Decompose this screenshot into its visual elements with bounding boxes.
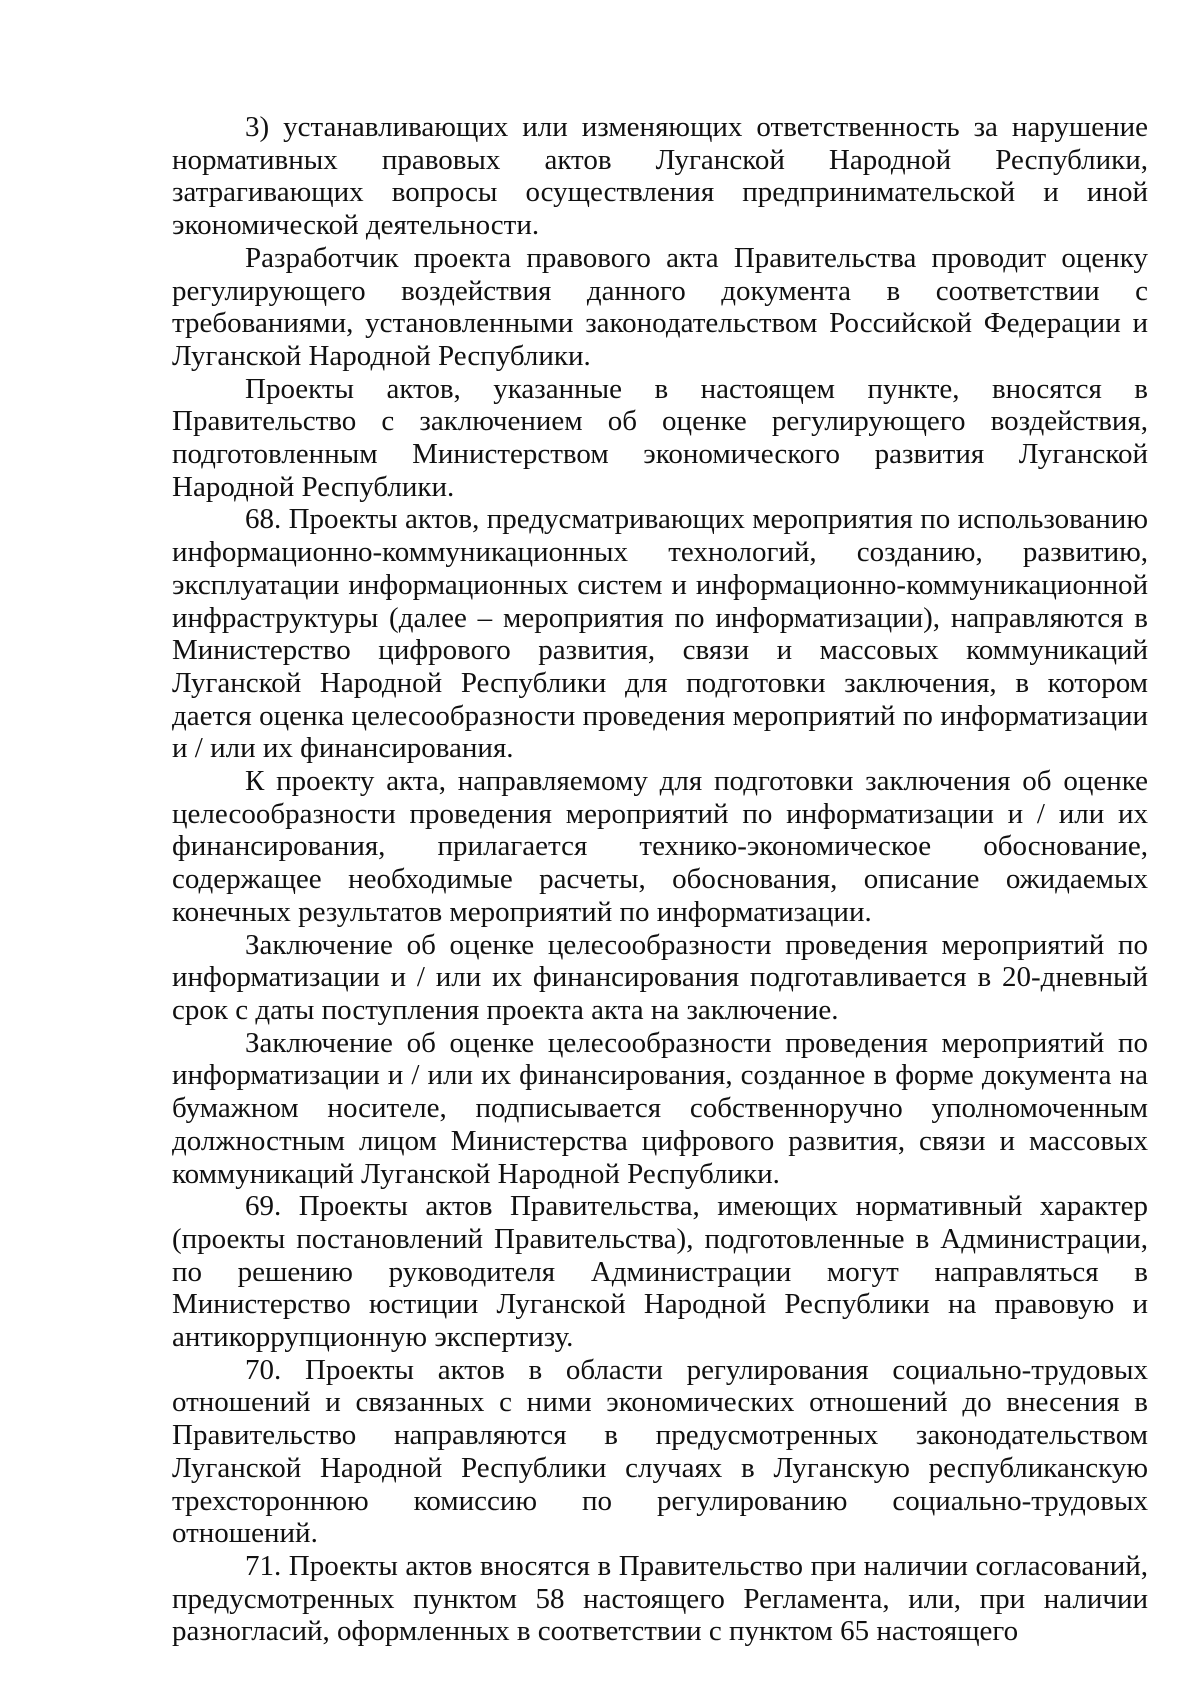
document-body [172, 111, 1148, 1648]
paragraph-clause-68: 68. Проекты актов, предусматривающих мероприятия по использованию информационно-коммуникационных технологий, созданию, развитию, эксплуатации информационных систем и информационно-коммуникационной инфраструктуры (далее – мероприятия по информатизации), направляются в Министерство цифрового развития, связи и массовых коммуникаций Луганской Народной Республики для подготовки заключения, в котором дается оценка целесообразности проведения мероприятий по информатизации и / или их финансирования. [172, 503, 1148, 765]
paragraph-clause-71: 71. Проекты актов вносятся в Правительство при наличии согласований, предусмотренных пунктом 58 настоящего Регламента, или, при наличии разногласий, оформленных в соответствии с пунктом 65 настоящего [172, 1549, 1148, 1648]
paragraph-feasibility-attachment: К проекту акта, направляемому для подготовки заключения об оценке целесообразности проведения мероприятий по информатизации и / или их финансирования, прилагается технико-экономическое обоснование, содержащее необходимые расчеты, обоснования, описание ожидаемых конечных результатов мероприятий по информатизации. [172, 765, 1148, 928]
paragraph-submission-with-conclusion: Проекты актов, указанные в настоящем пункте, вносятся в Правительство с заключением об оценке регулирующего воздействия, подготовленным Министерством экономического развития Луганской Народной Республики. [172, 372, 1148, 503]
paragraph-regulatory-assessment: Разработчик проекта правового акта Правительства проводит оценку регулирующего воздействия данного документа в соответствии с требованиями, установленными законодательством Российской Федерации и Луганской Народной Республики. [172, 241, 1148, 372]
paragraph-clause-69: 69. Проекты актов Правительства, имеющих нормативный характер (проекты постановлений Правительства), подготовленные в Администрации, по решению руководителя Администрации могут направляться в Министерство юстиции Луганской Народной Республики на правовую и антикоррупционную экспертизу. [172, 1190, 1148, 1354]
paragraph-conclusion-signing: Заключение об оценке целесообразности проведения мероприятий по информатизации и / или их финансирования, созданное в форме документа на бумажном носителе, подписывается собственноручно уполномоченным должностным лицом Министерства цифрового развития, связи и массовых коммуникаций Луганской Народной Республики. [172, 1026, 1148, 1190]
paragraph-item-3: 3) устанавливающих или изменяющих ответственность за нарушение нормативных правовых актов Луганской Народной Республики, затрагивающих вопросы осуществления предпринимательской и иной экономической деятельности. [172, 111, 1148, 242]
paragraph-conclusion-deadline: Заключение об оценке целесообразности проведения мероприятий по информатизации и / или их финансирования подготавливается в 20-дневный срок с даты поступления проекта акта на заключение. [172, 928, 1148, 1026]
paragraph-clause-70: 70. Проекты актов в области регулирования социально-трудовых отношений и связанных с ними экономических отношений до внесения в Правительство направляются в предусмотренных законодательством Луганской Народной Республики случаях в Луганскую республиканскую трехстороннюю комиссию по регулированию социально-трудовых отношений. [172, 1353, 1148, 1550]
